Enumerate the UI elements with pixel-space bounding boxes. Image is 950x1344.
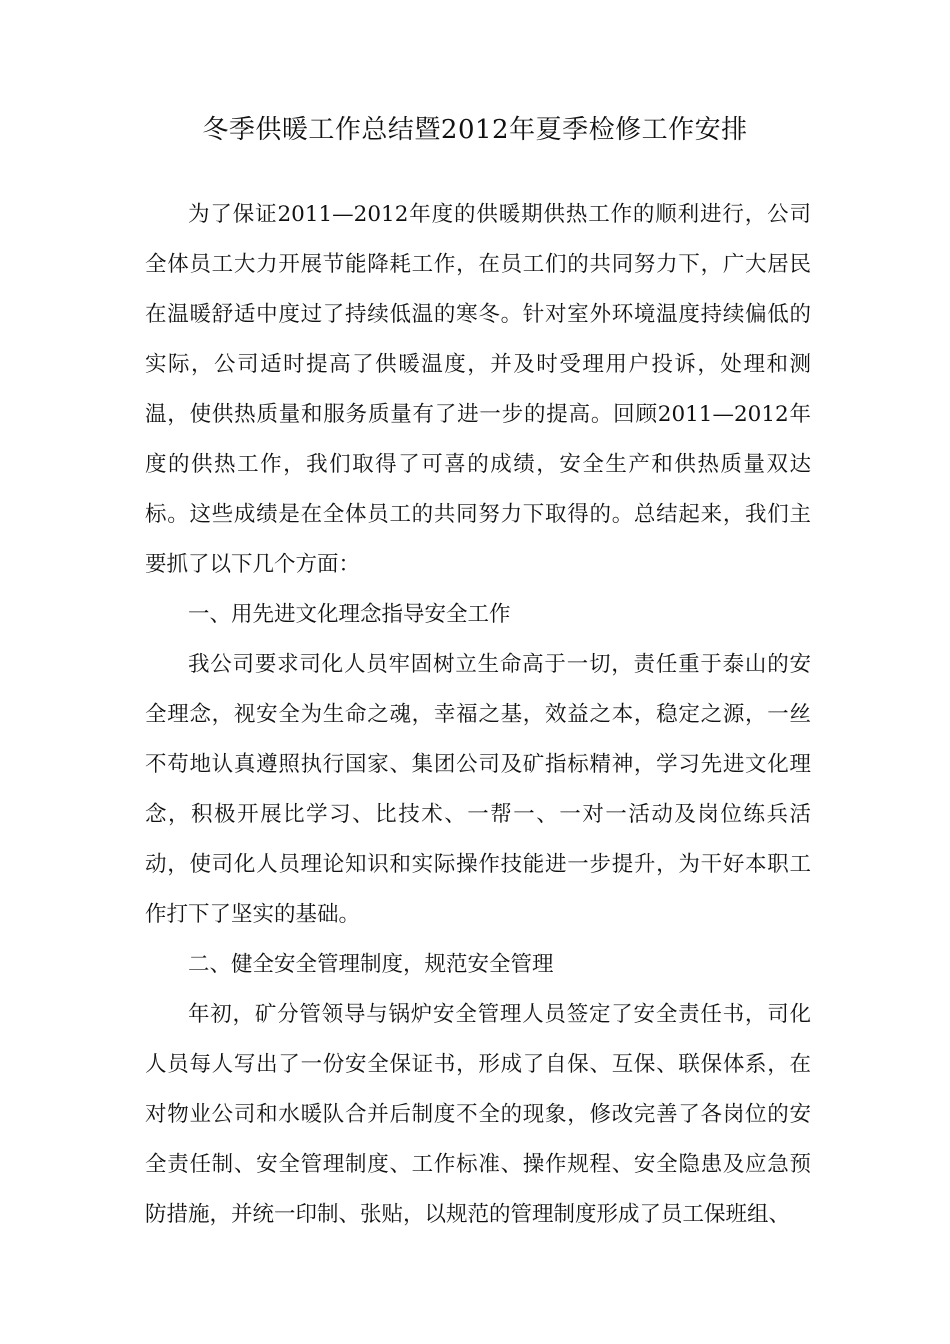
paragraph-intro: 为了保证2011—2012年度的供暖期供热工作的顺利进行，公司全体员工大力开展节能降耗工作，在员工们的共同努力下，广大居民在温暖舒适中度过了持续低温的寒冬。针对室外环境温度持续偏低的实际，公司适时提高了供暖温度，并及时受理用户投诉，处理和测温，使供热质量和服务质量有了进一步的提高。回顾2011—2012年度的供热工作，我们取得了可喜的成绩，安全生产和供热质量双达标。这些成绩是在全体员工的共同努力下取得的。总结起来，我们主要抓了以下几个方面： bbox=[145, 202, 811, 577]
document-title: 冬季供暖工作总结暨2012年夏季检修工作安排 bbox=[202, 115, 748, 145]
paragraph-section-1: 我公司要求司化人员牢固树立生命高于一切，责任重于泰山的安全理念，视安全为生命之魂，幸福之基，效益之本，稳定之源，一丝不苟地认真遵照执行国家、集团公司及矿指标精神，学习先进文化理念，积极开展比学习、比技术、一帮一、一对一活动及岗位练兵活动，使司化人员理论知识和实际操作技能进一步提升，为干好本职工作打下了坚实的基础。 bbox=[145, 652, 811, 927]
section-heading-2: 二、健全安全管理制度，规范安全管理 bbox=[188, 952, 554, 977]
paragraph-section-2: 年初，矿分管领导与锅炉安全管理人员签定了安全责任书，司化人员每人写出了一份安全保证书，形成了自保、互保、联保体系，在对物业公司和水暖队合并后制度不全的现象，修改完善了各岗位的安全责任制、安全管理制度、工作标准、操作规程、安全隐患及应急预防措施，并统一印制、张贴，以规范的管理制度形成了员工保班组、 bbox=[145, 1002, 811, 1227]
document-body bbox=[145, 190, 811, 1240]
section-heading-1: 一、用先进文化理念指导安全工作 bbox=[188, 602, 511, 627]
